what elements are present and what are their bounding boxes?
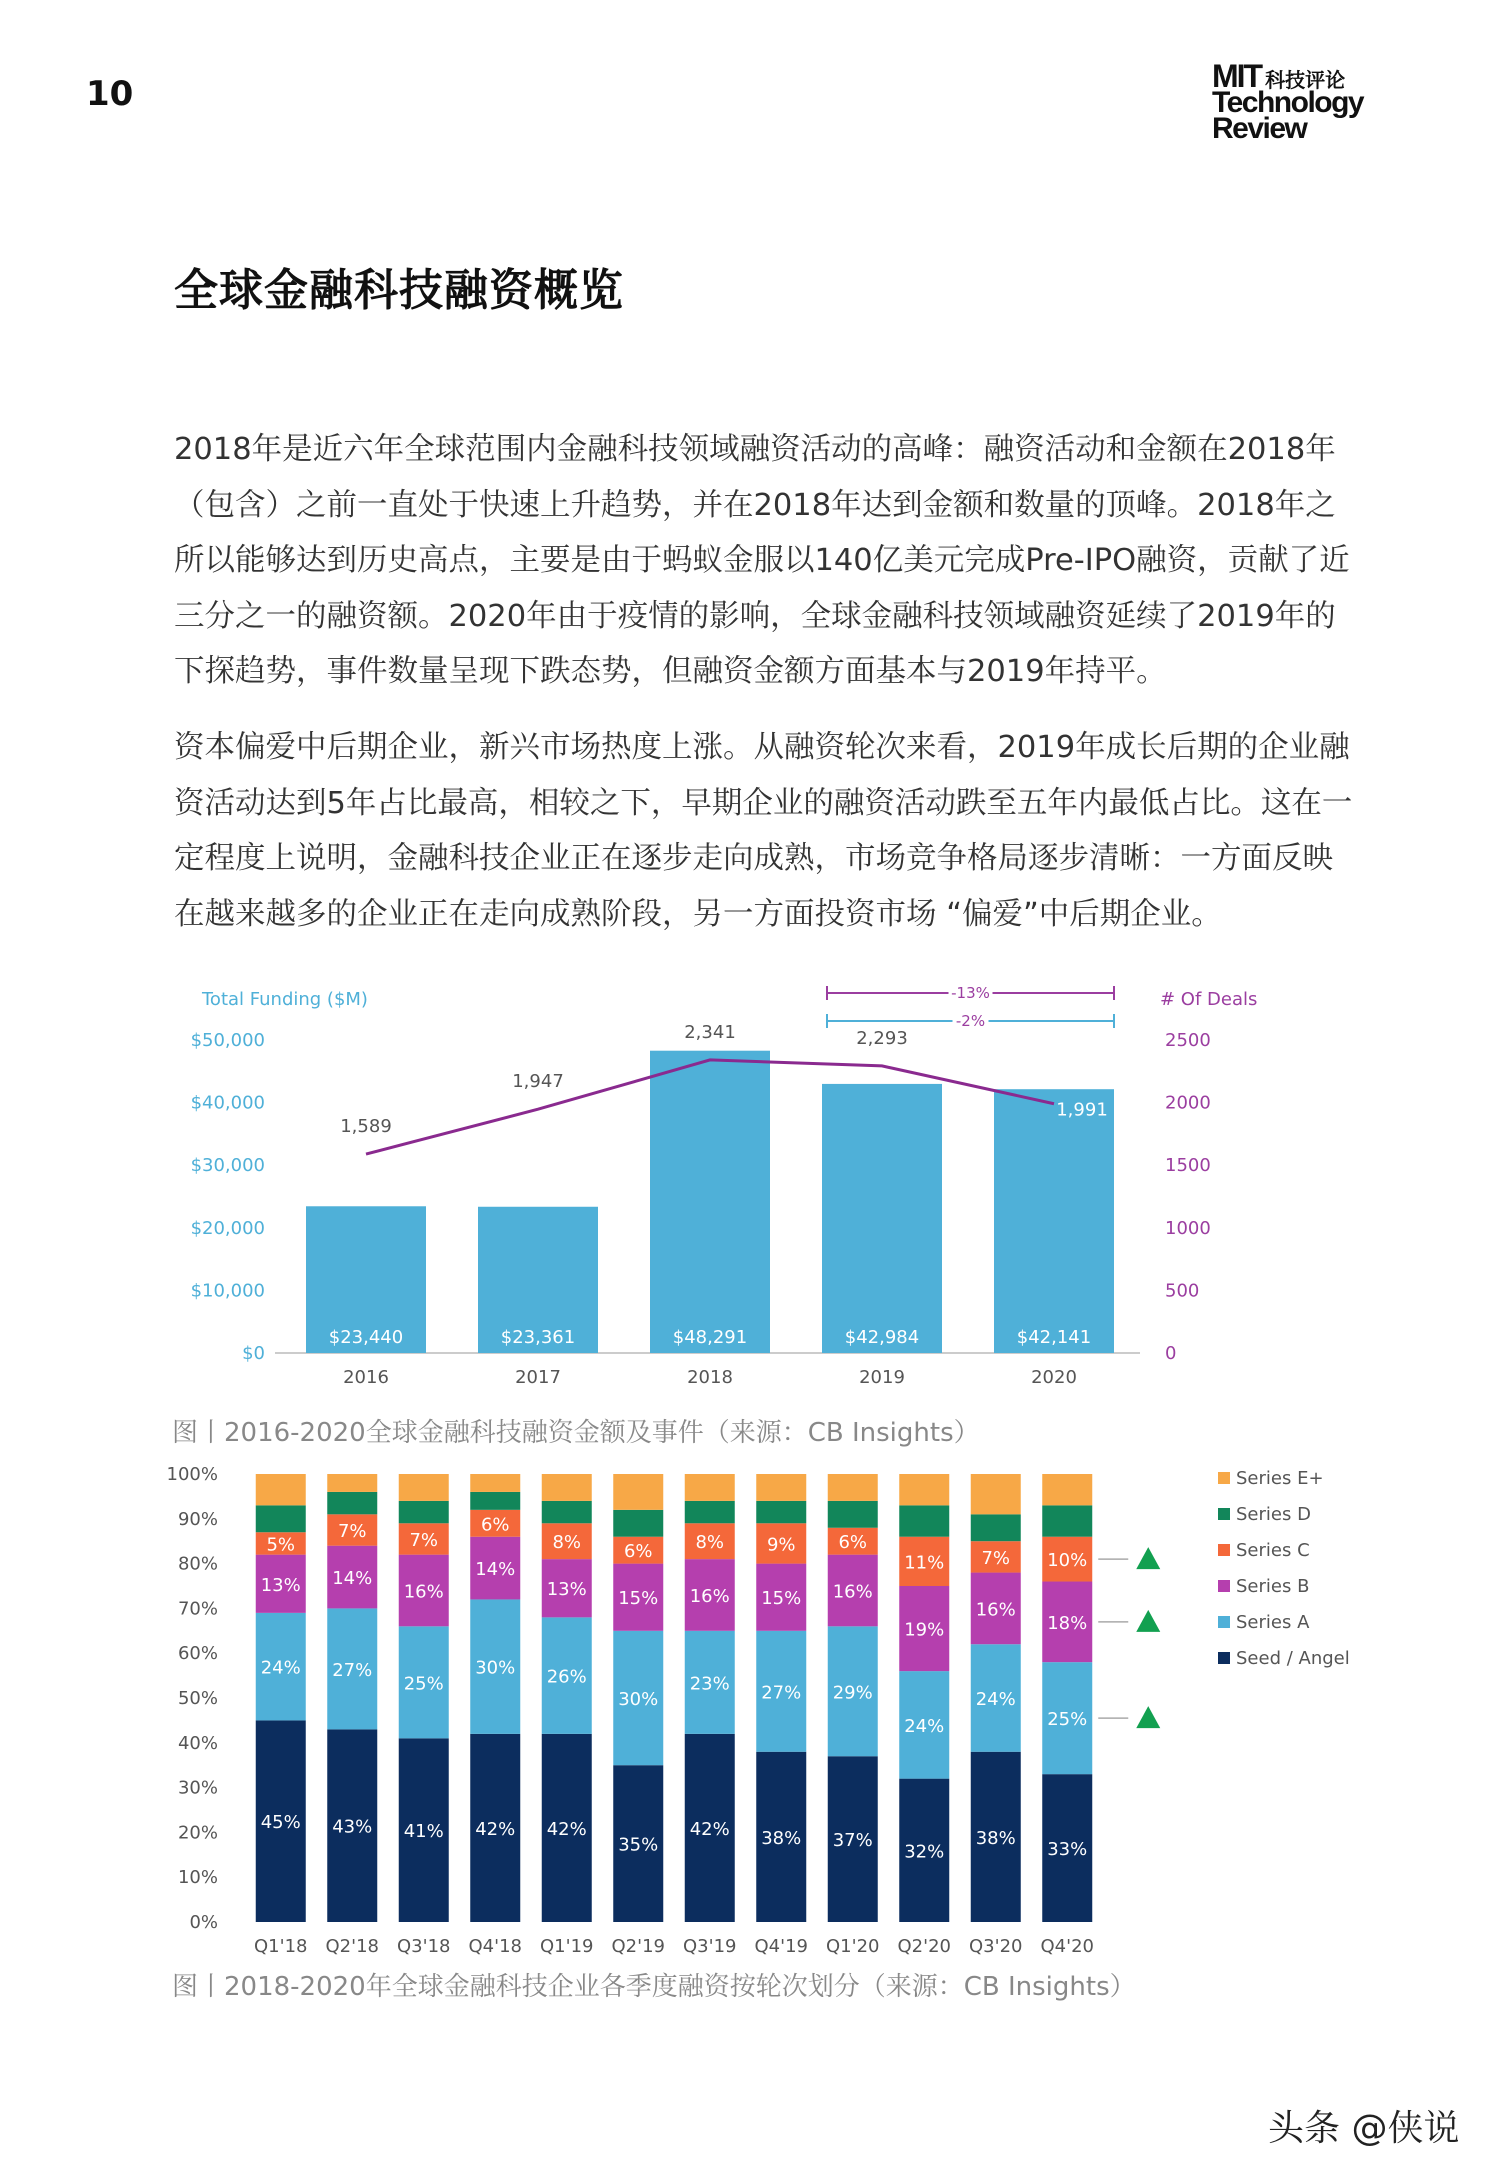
segment-label: 16% [975,1599,1016,1621]
deals-data-label: 2,293 [856,1027,908,1049]
stacked-segment [685,1501,735,1523]
trend-up-icon [1136,1547,1160,1569]
y-tick-label: 30% [177,1777,218,1799]
segment-label: 10% [1047,1550,1088,1572]
x-tick-label: 2017 [515,1367,561,1388]
x-tick-label: Q2'18 [325,1936,379,1957]
deals-data-label: 1,991 [1056,1099,1108,1121]
segment-label: 25% [403,1673,444,1695]
segment-label: 7% [409,1529,439,1551]
segment-label: 7% [337,1521,367,1542]
stacked-segment [542,1501,592,1523]
y2-tick-label: 500 [1165,1280,1200,1302]
y-tick-label: 10% [177,1867,218,1889]
x-tick-label: Q4'19 [754,1936,808,1957]
stacked-segment [327,1492,377,1514]
segment-label: 42% [689,1818,730,1840]
y-tick-label: $0 [242,1343,265,1364]
stacked-segment [756,1501,806,1523]
stacked-segment [685,1474,735,1501]
segment-label: 14% [475,1559,516,1581]
segment-label: 26% [546,1666,587,1688]
y2-tick-label: 2000 [1165,1092,1211,1114]
stacked-segment [542,1474,592,1501]
funding-bar-label: $42,984 [844,1327,920,1348]
legend-swatch [1218,1472,1230,1484]
segment-label: 6% [623,1541,653,1563]
page-number: 10 [86,74,134,114]
segment-label: 30% [618,1689,659,1710]
segment-label: 25% [1047,1709,1088,1731]
x-tick-label: 2016 [343,1367,389,1388]
segment-label: 5% [266,1534,296,1556]
section-title: 全球金融科技融资概览 [174,265,624,316]
segment-label: 27% [761,1682,802,1704]
annotation-label: -13% [951,984,990,1002]
stacked-segment [327,1474,377,1492]
y2-axis-title: # Of Deals [1160,989,1258,1010]
funding-bar-label: $23,440 [328,1327,404,1348]
legend-swatch [1218,1652,1230,1664]
segment-label: 19% [904,1619,945,1641]
y-tick-label: 90% [177,1508,218,1530]
stacked-segment [756,1474,806,1501]
legend-label: Seed / Angel [1236,1648,1350,1669]
stacked-segment [899,1474,949,1505]
x-tick-label: Q3'20 [969,1936,1023,1957]
y-tick-label: $40,000 [190,1092,265,1114]
segment-label: 42% [546,1818,587,1840]
segment-label: 6% [838,1532,868,1554]
funding-bar-label: $23,361 [500,1327,576,1348]
deals-data-label: 2,341 [684,1021,736,1043]
legend-label: Series C [1236,1540,1310,1561]
x-tick-label: Q3'18 [397,1936,451,1957]
logo-mit: MIT [1212,58,1262,94]
mit-technology-review-logo [1212,60,1362,144]
y2-tick-label: 1500 [1165,1155,1211,1177]
segment-label: 29% [832,1682,873,1704]
x-tick-label: Q4'20 [1040,1936,1094,1957]
y-tick-label: $10,000 [190,1280,265,1302]
logo-review: Review [1212,112,1307,145]
stacked-segment [828,1474,878,1501]
legend-label: Series B [1236,1576,1310,1597]
segment-label: 32% [904,1841,945,1863]
funding-bar-label: $48,291 [672,1327,748,1348]
paragraph-1: 2018年是近六年全球范围内金融科技领域融资活动的高峰：融资活动和金额在2018年（包含）之前一直处于快速上升趋势，并在2018年达到金额和数量的顶峰。2018年之所以能够达到历史高点，主要是由于蚂蚁金服以140亿美元完成Pre-IPO融资，贡献了近三分之一的融资额。2020年由于疫情的影响，全球金融科技领域融资延续了2019年的下探趋势，事件数量呈现下跌态势，但融资金额方面基本与2019年持平。 [174,432,1350,689]
stacked-segment [1042,1474,1092,1505]
segment-label: 24% [260,1657,301,1679]
y-tick-label: 70% [177,1598,218,1620]
segment-label: 37% [832,1830,873,1852]
segment-label: 35% [618,1834,659,1856]
stacked-segment [470,1492,520,1510]
funding-bar [994,1089,1114,1353]
y-tick-label: 100% [166,1464,218,1485]
segment-label: 9% [766,1534,796,1556]
segment-label: 16% [403,1581,444,1603]
segment-label: 30% [475,1657,516,1679]
y-tick-label: 0% [189,1912,218,1933]
stacked-segment [256,1505,306,1532]
y-axis-title: Total Funding ($M) [202,989,368,1010]
segment-label: 6% [480,1514,510,1536]
deals-data-label: 1,947 [512,1071,564,1093]
x-tick-label: Q4'18 [468,1936,522,1957]
segment-label: 13% [260,1574,301,1596]
x-tick-label: Q1'19 [540,1936,594,1957]
segment-label: 38% [761,1827,802,1849]
y2-tick-label: 2500 [1165,1030,1211,1051]
y2-tick-label: 0 [1165,1343,1177,1364]
segment-label: 24% [975,1689,1016,1710]
stacked-segment [256,1474,306,1505]
segment-label: 43% [332,1816,373,1838]
x-tick-label: Q1'20 [826,1936,880,1957]
trend-up-icon [1136,1706,1160,1728]
segment-label: 13% [546,1579,587,1601]
segment-label: 15% [761,1588,802,1610]
legend-swatch [1218,1544,1230,1556]
quarterly-rounds-chart [160,1460,1360,1970]
caption-rounds-chart: 图丨2018-2020年全球金融科技企业各季度融资按轮次划分（来源：CB Insights） [172,1972,1136,2002]
stacked-segment [613,1510,663,1537]
funding-bar [650,1051,770,1353]
segment-label: 24% [904,1715,945,1737]
x-tick-label: 2019 [859,1367,905,1388]
legend-label: Series A [1236,1612,1310,1633]
caption-funding-chart: 图丨2016-2020全球金融科技融资金额及事件（来源：CB Insights） [172,1418,980,1448]
segment-label: 16% [832,1581,873,1603]
paragraph-2: 资本偏爱中后期企业，新兴市场热度上涨。从融资轮次来看，2019年成长后期的企业融资活动达到5年占比最高，相较之下，早期企业的融资活动跌至五年内最低占比。这在一定程度上说明，金融科技企业正在逐步走向成熟，市场竞争格局逐步清晰：一方面反映在越来越多的企业正在走向成熟阶段，另一方面投资市场 “偏爱”中后期企业。 [174,730,1353,932]
segment-label: 42% [475,1818,516,1840]
segment-label: 33% [1047,1839,1088,1861]
legend-label: Series E+ [1236,1468,1324,1489]
legend-label: Series D [1236,1504,1311,1525]
segment-label: 15% [618,1588,659,1610]
watermark: 头条 @侠说 [1268,2108,1460,2149]
stacked-segment [971,1514,1021,1541]
segment-label: 45% [260,1812,301,1834]
y-tick-label: $20,000 [190,1217,265,1239]
segment-label: 27% [332,1659,373,1681]
segment-label: 23% [689,1673,730,1695]
stacked-segment [899,1505,949,1536]
x-tick-label: Q3'19 [683,1936,737,1957]
stacked-segment [971,1474,1021,1514]
segment-label: 38% [975,1827,1016,1849]
x-tick-label: Q1'18 [254,1936,308,1957]
x-tick-label: 2018 [687,1367,733,1388]
funding-deals-chart [180,975,1258,1395]
segment-label: 11% [904,1552,945,1574]
trend-up-icon [1136,1610,1160,1632]
stacked-segment [613,1474,663,1510]
y2-tick-label: 1000 [1165,1217,1211,1239]
segment-label: 7% [981,1547,1011,1569]
deals-data-label: 1,589 [340,1116,392,1138]
logo-technology: Technology [1212,86,1364,119]
funding-bar [822,1084,942,1353]
x-tick-label: Q2'19 [611,1936,665,1957]
segment-label: 18% [1047,1612,1088,1634]
segment-label: 8% [552,1532,582,1554]
logo-cn: 科技评论 [1265,70,1346,92]
segment-label: 16% [689,1585,730,1607]
stacked-segment [399,1474,449,1501]
stacked-segment [828,1501,878,1528]
y-tick-label: 20% [177,1822,218,1844]
y-tick-label: 50% [177,1688,218,1709]
segment-label: 8% [695,1532,725,1554]
segment-label: 41% [403,1821,444,1843]
annotation-label: -2% [955,1012,986,1030]
legend-swatch [1218,1616,1230,1628]
funding-bar-label: $42,141 [1016,1327,1092,1348]
stacked-segment [399,1501,449,1523]
y-tick-label: 80% [177,1553,218,1575]
y-tick-label: 40% [177,1732,218,1754]
legend-swatch [1218,1508,1230,1520]
legend-swatch [1218,1580,1230,1592]
stacked-segment [1042,1505,1092,1536]
y-tick-label: $30,000 [190,1155,265,1177]
y-tick-label: $50,000 [190,1030,265,1051]
x-tick-label: Q2'20 [897,1936,951,1957]
stacked-segment [470,1474,520,1492]
segment-label: 14% [332,1568,373,1590]
y-tick-label: 60% [177,1643,218,1665]
x-tick-label: 2020 [1031,1367,1077,1388]
